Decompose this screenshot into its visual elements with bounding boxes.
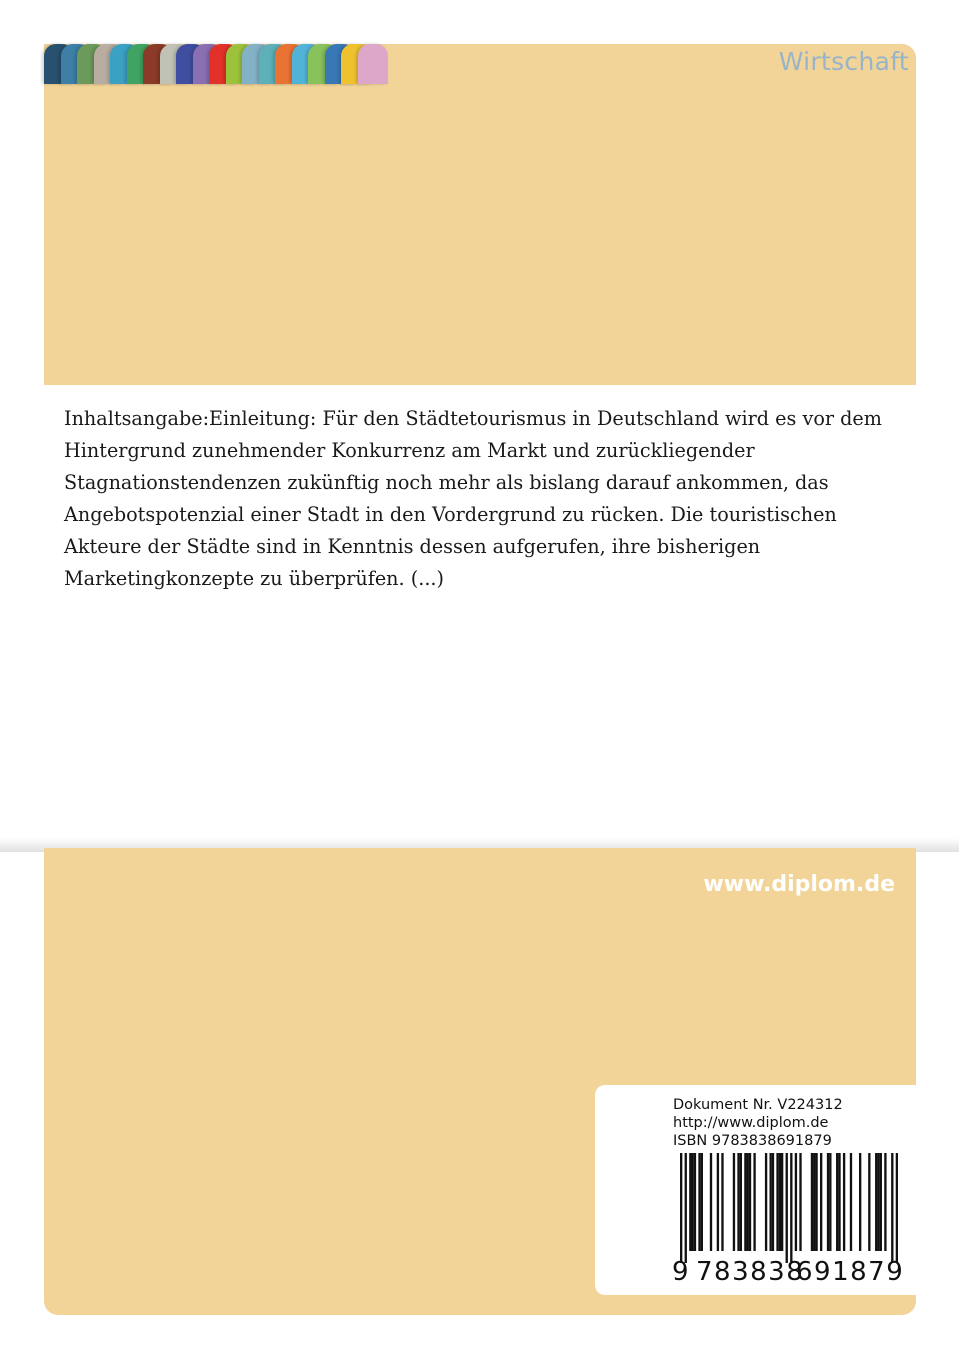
barcode-bar — [733, 1153, 735, 1251]
barcode-bar — [811, 1153, 813, 1251]
barcode-bar — [896, 1153, 898, 1263]
imprint-url[interactable]: http://www.diplom.de — [673, 1115, 829, 1131]
abstract-text: Inhaltsangabe:Einleitung: Für den Städtetourismus in Deutschland wird es vor dem Hintergrund zunehmender Konkurrenz am Markt und zurückliegender Stagnationstendenzen zukünftig noch mehr als bislang darauf ankommen, das Angebotspotenzial einer Stadt in den Vordergrund zu rücken. Die touristischen Akteure der Städte sind in Kenntnis dessen aufgerufen, ihre bisherigen Marketingkonzepte zu überprüfen. (...) — [64, 407, 882, 590]
barcode-bar — [753, 1153, 755, 1251]
barcode-bar — [717, 1153, 719, 1251]
barcode-bar — [691, 1153, 693, 1251]
barcode-bar — [721, 1153, 723, 1251]
barcode-bar — [698, 1153, 700, 1251]
barcode-bar — [829, 1153, 831, 1251]
isbn-text: ISBN 9783838691879 — [673, 1133, 832, 1149]
barcode-bar — [850, 1153, 852, 1251]
barcode-bar — [820, 1153, 822, 1251]
barcode-bar — [859, 1153, 861, 1251]
barcode-bar — [843, 1153, 845, 1251]
barcode-bar — [776, 1153, 778, 1251]
barcode-bar — [747, 1153, 749, 1251]
barcode-bar — [838, 1153, 840, 1251]
color-tab — [358, 44, 388, 84]
barcode-bar — [680, 1153, 682, 1263]
color-tabs — [44, 44, 384, 84]
barcode-bar — [815, 1153, 817, 1251]
barcode-bar — [799, 1153, 801, 1251]
barcode-bar — [813, 1153, 815, 1251]
cover-top-panel — [44, 44, 916, 385]
barcode-bar — [790, 1153, 792, 1263]
barcode-bar — [786, 1153, 788, 1263]
barcode-digits-right: 691879 — [796, 1257, 905, 1287]
barcode-bar — [836, 1153, 838, 1251]
barcode-bar — [765, 1153, 767, 1251]
document-number: Dokument Nr. V224312 — [673, 1097, 843, 1113]
barcode-bar — [875, 1153, 877, 1251]
barcode-bar — [769, 1153, 771, 1251]
barcode-bar — [877, 1153, 879, 1251]
barcode-bar — [737, 1153, 739, 1251]
barcode-bar — [880, 1153, 882, 1251]
barcode-bar — [884, 1153, 886, 1251]
barcode-bar — [891, 1153, 893, 1263]
website-label[interactable]: www.diplom.de — [703, 872, 895, 897]
barcode-digits-left: 783838 — [696, 1257, 805, 1287]
barcode-bar — [749, 1153, 751, 1251]
barcode-bar — [827, 1153, 829, 1251]
barcode-bar — [710, 1153, 712, 1251]
barcode-bar — [701, 1153, 703, 1251]
category-label: Wirtschaft — [778, 47, 909, 76]
barcode-bar — [685, 1153, 687, 1263]
barcode-bar — [868, 1153, 870, 1251]
barcode-digit-first: 9 — [672, 1257, 689, 1287]
barcode-bar — [744, 1153, 746, 1251]
barcode-bar — [689, 1153, 691, 1251]
barcode-graphic — [680, 1153, 898, 1263]
barcode-bar — [694, 1153, 696, 1251]
barcode-bar — [795, 1153, 797, 1251]
barcode-bar — [740, 1153, 742, 1251]
barcode-bar — [772, 1153, 774, 1251]
barcode-digits — [672, 1257, 905, 1287]
barcode-bar — [779, 1153, 781, 1251]
barcode-bar — [781, 1153, 783, 1251]
